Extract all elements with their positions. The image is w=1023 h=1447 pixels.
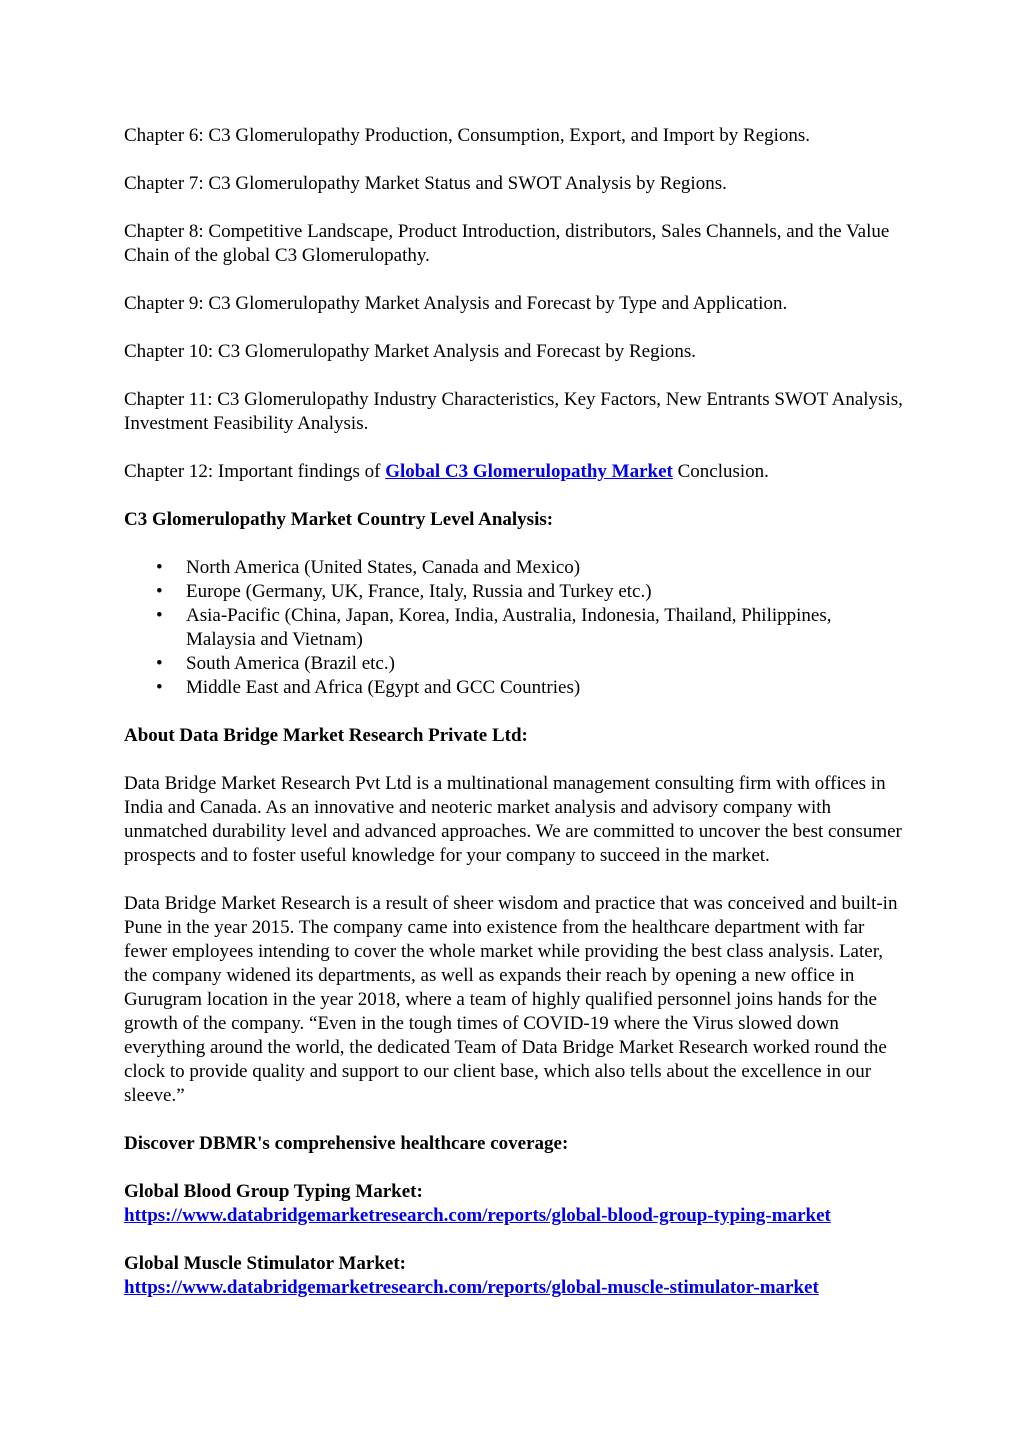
chapter-7-text: Chapter 7: C3 Glomerulopathy Market Status and SWOT Analysis by Regions. [124, 173, 727, 194]
about-paragraph-2: Data Bridge Market Research is a result of sheer wisdom and practice that was conceived and built-in Pune in the year 2015. The company came into existence from the healthcare department with far fewer employees intending to cover the whole market while providing the best class analysis. Later, the company widened its departments, as well as expands their reach by opening a new office in Gurugram location in the year 2018, where a team of highly qualified personnel joins hands for the growth of the company. “Even in the tough times of COVID-19 where the Virus slowed down everything around the world, the dedicated Team of Data Bridge Market Research worked round the clock to provide quality and support to our client base, which also tells about the excellence in our sleeve.” [124, 893, 898, 1106]
list-item [156, 556, 904, 580]
bullet-icon: • [156, 557, 163, 578]
chapter-12-text [124, 460, 904, 484]
about-paragraph-1: Data Bridge Market Research Pvt Ltd is a multinational management consulting firm with offices in India and Canada. As an innovative and neoteric market analysis and advisory company with unmatched durability level and advanced approaches. We are committed to uncover the best consumer prospects and to foster useful knowledge for your company to succeed in the market. [124, 773, 902, 866]
list-item [156, 652, 904, 676]
chapter-12-suffix: Conclusion. [672, 461, 769, 482]
list-item-text: Asia-Pacific (China, Japan, Korea, India, Australia, Indonesia, Thailand, Philippines, Malaysia and Vietnam) [186, 605, 832, 650]
chapter-6-text: Chapter 6: C3 Glomerulopathy Production, Consumption, Export, and Import by Regions. [124, 125, 811, 146]
list-item [156, 676, 904, 700]
report-entry [124, 1252, 904, 1300]
list-item [156, 604, 904, 652]
bullet-icon: • [156, 581, 163, 602]
document-page [124, 124, 904, 1324]
bullet-icon: • [156, 653, 163, 674]
list-item-text: North America (United States, Canada and Mexico) [186, 557, 581, 578]
list-item-text: Middle East and Africa (Egypt and GCC Countries) [186, 677, 581, 698]
list-item [156, 580, 904, 604]
list-item-text: Europe (Germany, UK, France, Italy, Russia and Turkey etc.) [186, 581, 652, 602]
report-title: Global Muscle Stimulator Market: [124, 1253, 406, 1274]
country-list [124, 556, 904, 700]
chapter-12-prefix: Chapter 12: Important findings of [124, 461, 386, 482]
report-title: Global Blood Group Typing Market: [124, 1181, 423, 1202]
report-entry [124, 1180, 904, 1228]
report-link[interactable]: https://www.databridgemarketresearch.com/reports/global-muscle-stimulator-market [124, 1277, 819, 1298]
chapter-8-text: Chapter 8: Competitive Landscape, Product Introduction, distributors, Sales Channels, and the Value Chain of the global C3 Glomerulopathy. [124, 221, 890, 266]
chapter-10-text: Chapter 10: C3 Glomerulopathy Market Analysis and Forecast by Regions. [124, 341, 697, 362]
chapter-9-text: Chapter 9: C3 Glomerulopathy Market Analysis and Forecast by Type and Application. [124, 293, 788, 314]
bullet-icon: • [156, 677, 163, 698]
about-heading: About Data Bridge Market Research Private Ltd: [124, 725, 528, 746]
country-analysis-heading: C3 Glomerulopathy Market Country Level Analysis: [124, 509, 554, 530]
chapter-11-text: Chapter 11: C3 Glomerulopathy Industry Characteristics, Key Factors, New Entrants SWOT Analysis, Investment Feasibility Analysis. [124, 389, 903, 434]
report-link[interactable]: https://www.databridgemarketresearch.com/reports/global-blood-group-typing-market [124, 1205, 831, 1226]
discover-heading: Discover DBMR's comprehensive healthcare coverage: [124, 1133, 569, 1154]
global-market-link[interactable]: Global C3 Glomerulopathy Market [385, 461, 673, 482]
list-item-text: South America (Brazil etc.) [186, 653, 395, 674]
bullet-icon: • [156, 605, 163, 626]
